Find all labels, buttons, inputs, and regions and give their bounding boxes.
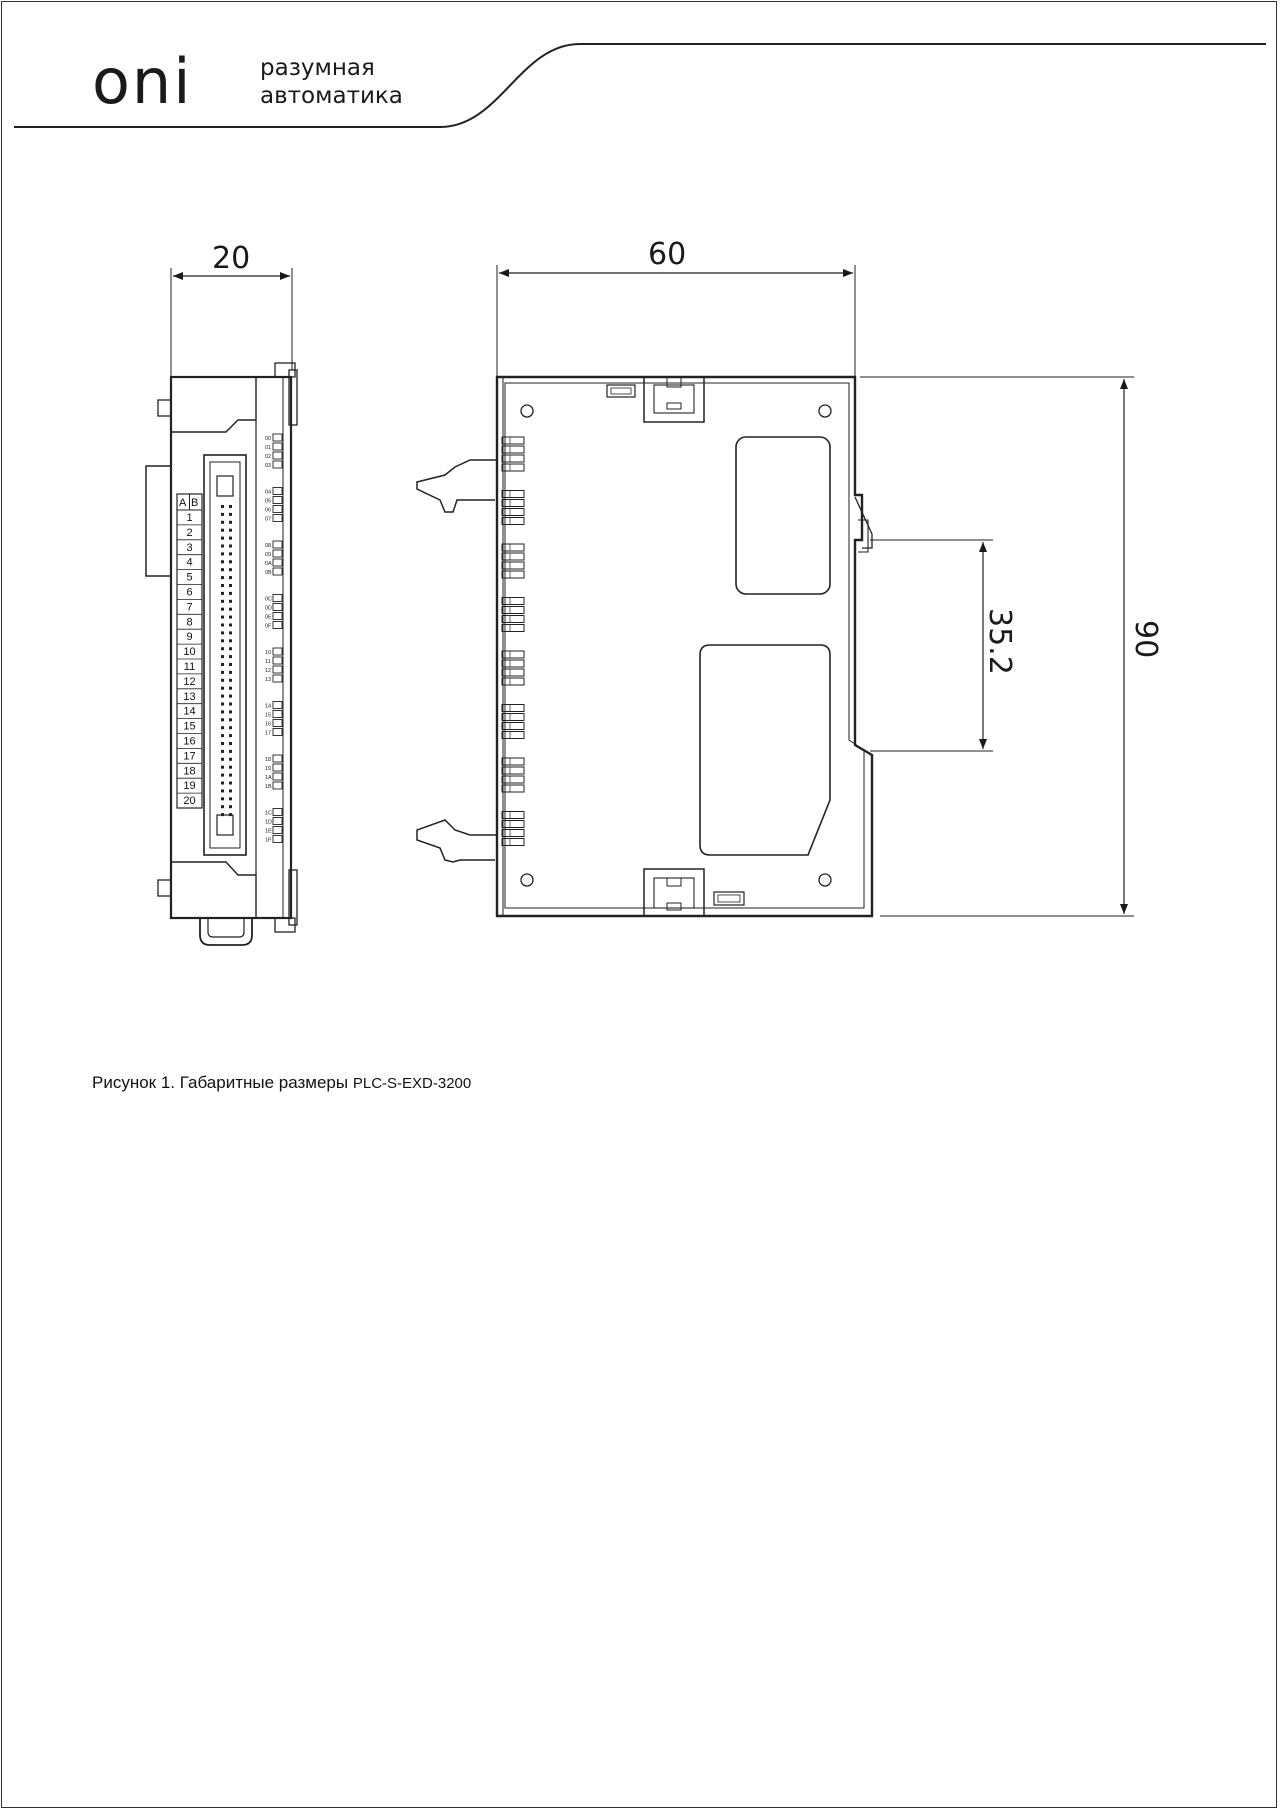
connector-pin [221,766,224,769]
channel-label: 09 [265,552,272,558]
front-width-dimension: 60 [648,237,687,272]
terminal-row-label: 7 [186,601,193,614]
connector-pin [221,513,224,516]
connector-pin [229,718,232,721]
channel-label: 02 [265,454,272,460]
connector-pin [229,703,232,706]
channel-label: 1C [265,810,273,817]
channel-label: 19 [265,766,272,772]
connector-pin [229,679,232,682]
channel-indicators [265,434,282,844]
connector-pin [221,789,224,792]
channel-led [273,666,282,673]
terminal-row-label: 1 [186,512,193,524]
connector-pin [229,584,232,587]
channel-label: 16 [265,721,272,728]
header [14,44,1266,127]
connector-pin [221,805,224,808]
terminal-rows [177,512,202,808]
terminal-row-label: 8 [186,616,193,629]
connector-pin [221,734,224,737]
channel-led [273,720,282,727]
connector-pin [229,608,232,611]
connector-pin [221,552,224,555]
terminal-row-label: 17 [183,750,196,763]
channel-led [273,657,282,664]
terminal-row-label: 15 [183,720,196,733]
connector-pin [229,766,232,769]
connector-pin [229,537,232,540]
channel-led [273,809,282,816]
caption-model: PLC-S-EXD-3200 [352,1075,472,1092]
channel-label: 0F [265,623,272,630]
channel-label: 1A [265,775,272,781]
connector-pin [229,529,232,532]
channel-led [273,827,282,834]
connector-pin [229,592,232,595]
connector-pin [221,782,224,785]
connector-pin [229,774,232,777]
channel-led [273,711,282,718]
label-window-lower [700,645,830,855]
connector-pin [221,671,224,674]
brand-tagline-line2: автоматика [260,83,403,109]
connector-pin [221,537,224,540]
channel-led [273,818,282,825]
channel-led [273,541,282,548]
connector-pin [229,600,232,603]
connector-pin [221,505,224,508]
terminal-row-label: 2 [186,526,193,539]
connector-pin [221,545,224,548]
connector-pin [221,742,224,745]
channel-led [273,434,282,441]
connector-pin [221,521,224,524]
connector-pin [229,710,232,713]
connector-pins [221,505,232,816]
channel-led [273,461,282,468]
channel-led [273,497,282,504]
channel-label: 10 [265,650,272,656]
connector-pin [229,560,232,563]
connector-pin [221,655,224,658]
channel-led [273,568,282,575]
connector-pin [221,584,224,587]
channel-label: 1F [265,837,272,844]
channel-label: 1E [265,828,272,835]
connector-pin [221,797,224,800]
channel-label: 00 [265,436,272,442]
connector-pin [229,695,232,698]
label-window-upper [736,437,830,594]
channel-led [273,443,282,450]
connector-pin [229,647,232,650]
connector-pin [221,592,224,595]
channel-label: 13 [265,677,272,683]
connector-pin [221,647,224,650]
connector-pin [229,782,232,785]
channel-led [273,506,282,513]
connector-pin [229,687,232,690]
terminal-row-label: 13 [183,690,196,703]
connector-pin [229,750,232,753]
connector-pin [221,703,224,706]
connector-pin [221,758,224,761]
terminal-row-label: 9 [186,631,193,644]
connector-pin [221,679,224,682]
channel-label: 0E [265,614,272,621]
connector-pin [221,663,224,666]
connector-pin [221,568,224,571]
terminal-row-label: 5 [186,571,193,584]
connector-pin [221,631,224,634]
terminal-row-label: 18 [183,765,196,778]
channel-label: 0C [265,596,273,603]
channel-label: 01 [265,445,272,451]
channel-led [273,488,282,495]
figure-caption [92,1073,471,1093]
connector-pin [229,726,232,729]
terminal-row-label: 6 [186,586,193,599]
connector-pin [229,631,232,634]
connector-pin [229,663,232,666]
connector-pin [221,600,224,603]
channel-led [273,773,282,780]
channel-label: 04 [265,489,272,496]
connector-pin [221,750,224,753]
connector-pin [229,552,232,555]
connector-pin [221,624,224,627]
channel-label: 0B [265,570,272,576]
connector-pin [229,505,232,508]
connector-pin [221,576,224,579]
channel-label: 06 [265,507,272,514]
connector-pin [229,639,232,642]
connector-pin [221,560,224,563]
channel-led [273,702,282,709]
connector-pin [229,521,232,524]
connector-pin [229,624,232,627]
channel-led [273,755,282,762]
terminal-column-a: A [179,497,187,509]
brand-logo: oni [92,45,193,118]
channel-label: 11 [265,659,271,665]
connector-pin [229,576,232,579]
channel-led [273,613,282,620]
terminal-row-label: 14 [183,705,196,718]
channel-led [273,648,282,655]
connector-pin [221,774,224,777]
channel-label: 03 [265,463,272,469]
connector-pin [229,813,232,816]
side-width-dimension: 20 [212,241,251,276]
terminal-row-label: 12 [183,675,196,688]
channel-label: 17 [265,730,272,737]
connector-pin [221,726,224,729]
channel-led [273,622,282,629]
channel-led [273,675,282,682]
channel-label: 15 [265,712,272,719]
channel-led [273,782,282,789]
channel-label: 0A [265,561,272,567]
terminal-row-label: 4 [186,556,193,569]
channel-label: 12 [265,668,272,674]
channel-led [273,559,282,566]
terminal-row-label: 19 [183,780,196,793]
connector-pin [229,671,232,674]
connector-pin [229,734,232,737]
channel-led [273,764,282,771]
connector-pin [221,639,224,642]
terminal-row-label: 10 [183,646,196,659]
connector-pin [229,758,232,761]
channel-label: 0D [265,605,273,612]
connector-pin [229,789,232,792]
caption-text: Рисунок 1. Габаритные размеры [92,1073,349,1092]
channel-led [273,595,282,602]
connector-pin [221,529,224,532]
connector-pin [221,710,224,713]
connector-pin [229,513,232,516]
channel-led [273,836,282,843]
connector-pin [229,805,232,808]
connector-pin [229,616,232,619]
connector-pin [221,718,224,721]
rail-dimension: 35.2 [982,608,1017,675]
connector-pin [221,608,224,611]
terminal-row-label: 20 [183,795,196,808]
channel-led [273,452,282,459]
terminal-row-label: 3 [186,541,193,554]
channel-label: 05 [265,498,272,505]
channel-led [273,515,282,522]
channel-label: 07 [265,516,272,523]
terminal-row-label: 11 [183,661,196,673]
channel-label: 1B [265,784,272,790]
channel-led [273,604,282,611]
connector-pin [229,545,232,548]
connector-pin [221,813,224,816]
brand-tagline-line1: разумная [260,55,375,81]
connector-pin [229,655,232,658]
channel-label: 1D [265,819,273,826]
front-height-dimension: 90 [1128,620,1163,659]
connector-pin [229,568,232,571]
front-view [417,265,1134,916]
channel-led [273,550,282,557]
connector-pin [221,695,224,698]
channel-label: 08 [265,543,272,549]
terminal-column-b: B [191,497,199,509]
header-rule [14,44,1266,127]
side-view [146,268,297,945]
connector-pin [221,687,224,690]
channel-label: 18 [265,757,272,763]
terminal-row-label: 16 [183,735,196,748]
channel-label: 14 [265,703,272,710]
channel-led [273,729,282,736]
connector-pin [221,616,224,619]
connector-pin [229,742,232,745]
connector-pin [229,797,232,800]
